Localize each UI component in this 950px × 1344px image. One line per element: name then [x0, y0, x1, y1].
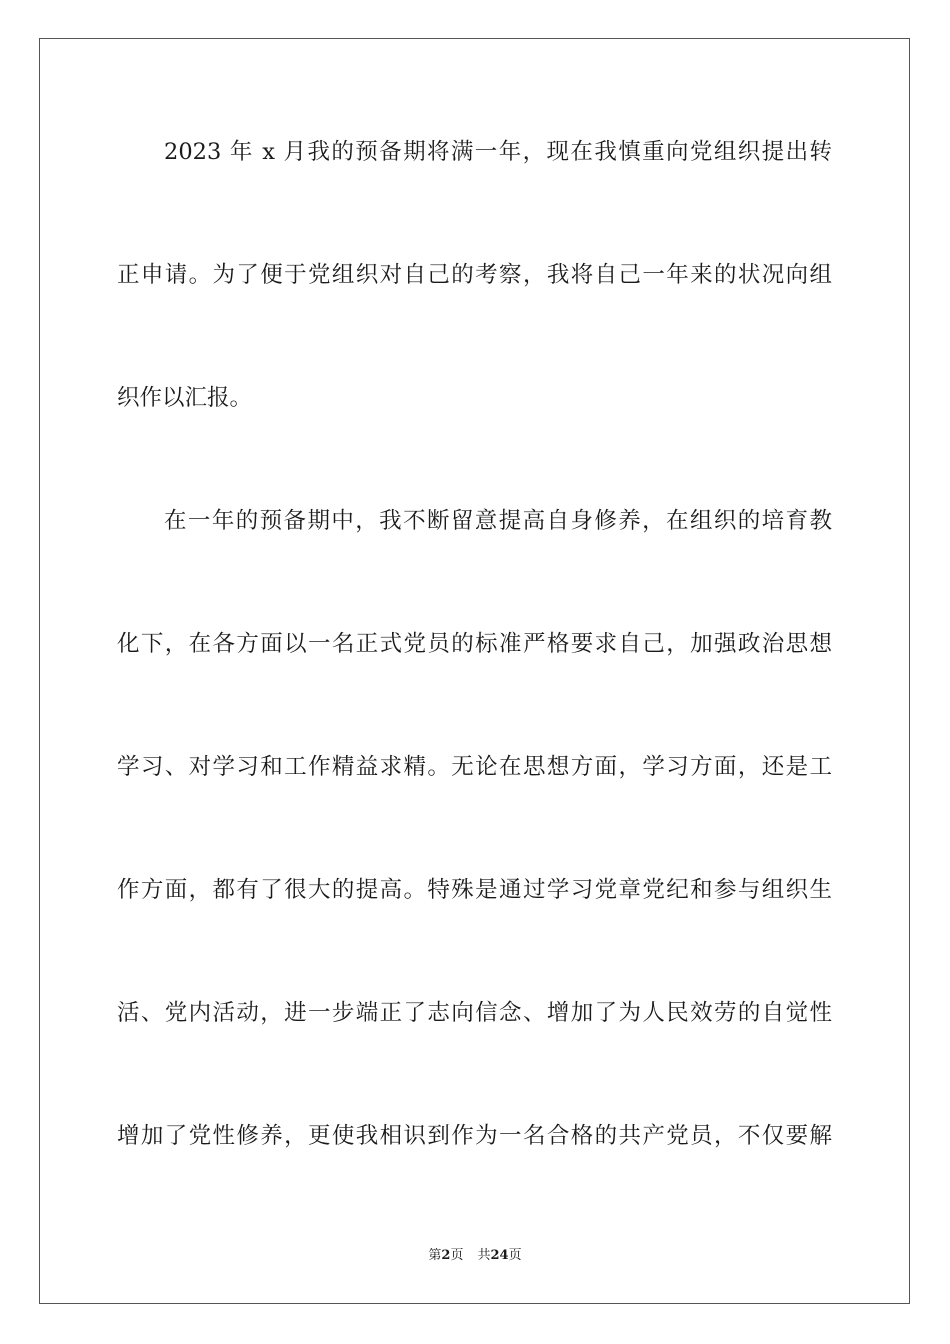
- page-suffix: 页: [450, 1248, 464, 1263]
- paragraph-1-line-1: 2023 年 x 月我的预备期将满一年，现在我慎重向党组织提出转: [164, 139, 832, 165]
- total-prefix: 共: [477, 1248, 491, 1263]
- page-prefix: 第: [428, 1248, 442, 1263]
- paragraph-1-line-3: 织作以汇报。: [117, 385, 253, 411]
- paragraph-2-line-5: 活、党内活动，进一步端正了志向信念、增加了为人民效劳的自觉性: [117, 1000, 832, 1026]
- paragraph-2-line-4: 作方面，都有了很大的提高。特殊是通过学习党章党纪和参与组织生: [117, 877, 832, 903]
- page-frame: [39, 38, 910, 1304]
- total-suffix: 页: [508, 1248, 522, 1263]
- paragraph-2-line-2: 化下，在各方面以一名正式党员的标准严格要求自己，加强政治思想: [117, 631, 832, 657]
- paragraph-2-line-3: 学习、对学习和工作精益求精。无论在思想方面，学习方面，还是工: [117, 754, 832, 780]
- total-pages: 24: [490, 1248, 509, 1263]
- page-number: 2: [441, 1248, 451, 1263]
- paragraph-2-line-6: 增加了党性修养，更使我相识到作为一名合格的共产党员，不仅要解: [117, 1123, 832, 1149]
- paragraph-1-line-2: 正申请。为了便于党组织对自己的考察，我将自己一年来的状况向组: [117, 262, 832, 288]
- paragraph-2-line-1: 在一年的预备期中，我不断留意提高自身修养，在组织的培育教: [164, 508, 832, 534]
- page-footer: [0, 1247, 950, 1265]
